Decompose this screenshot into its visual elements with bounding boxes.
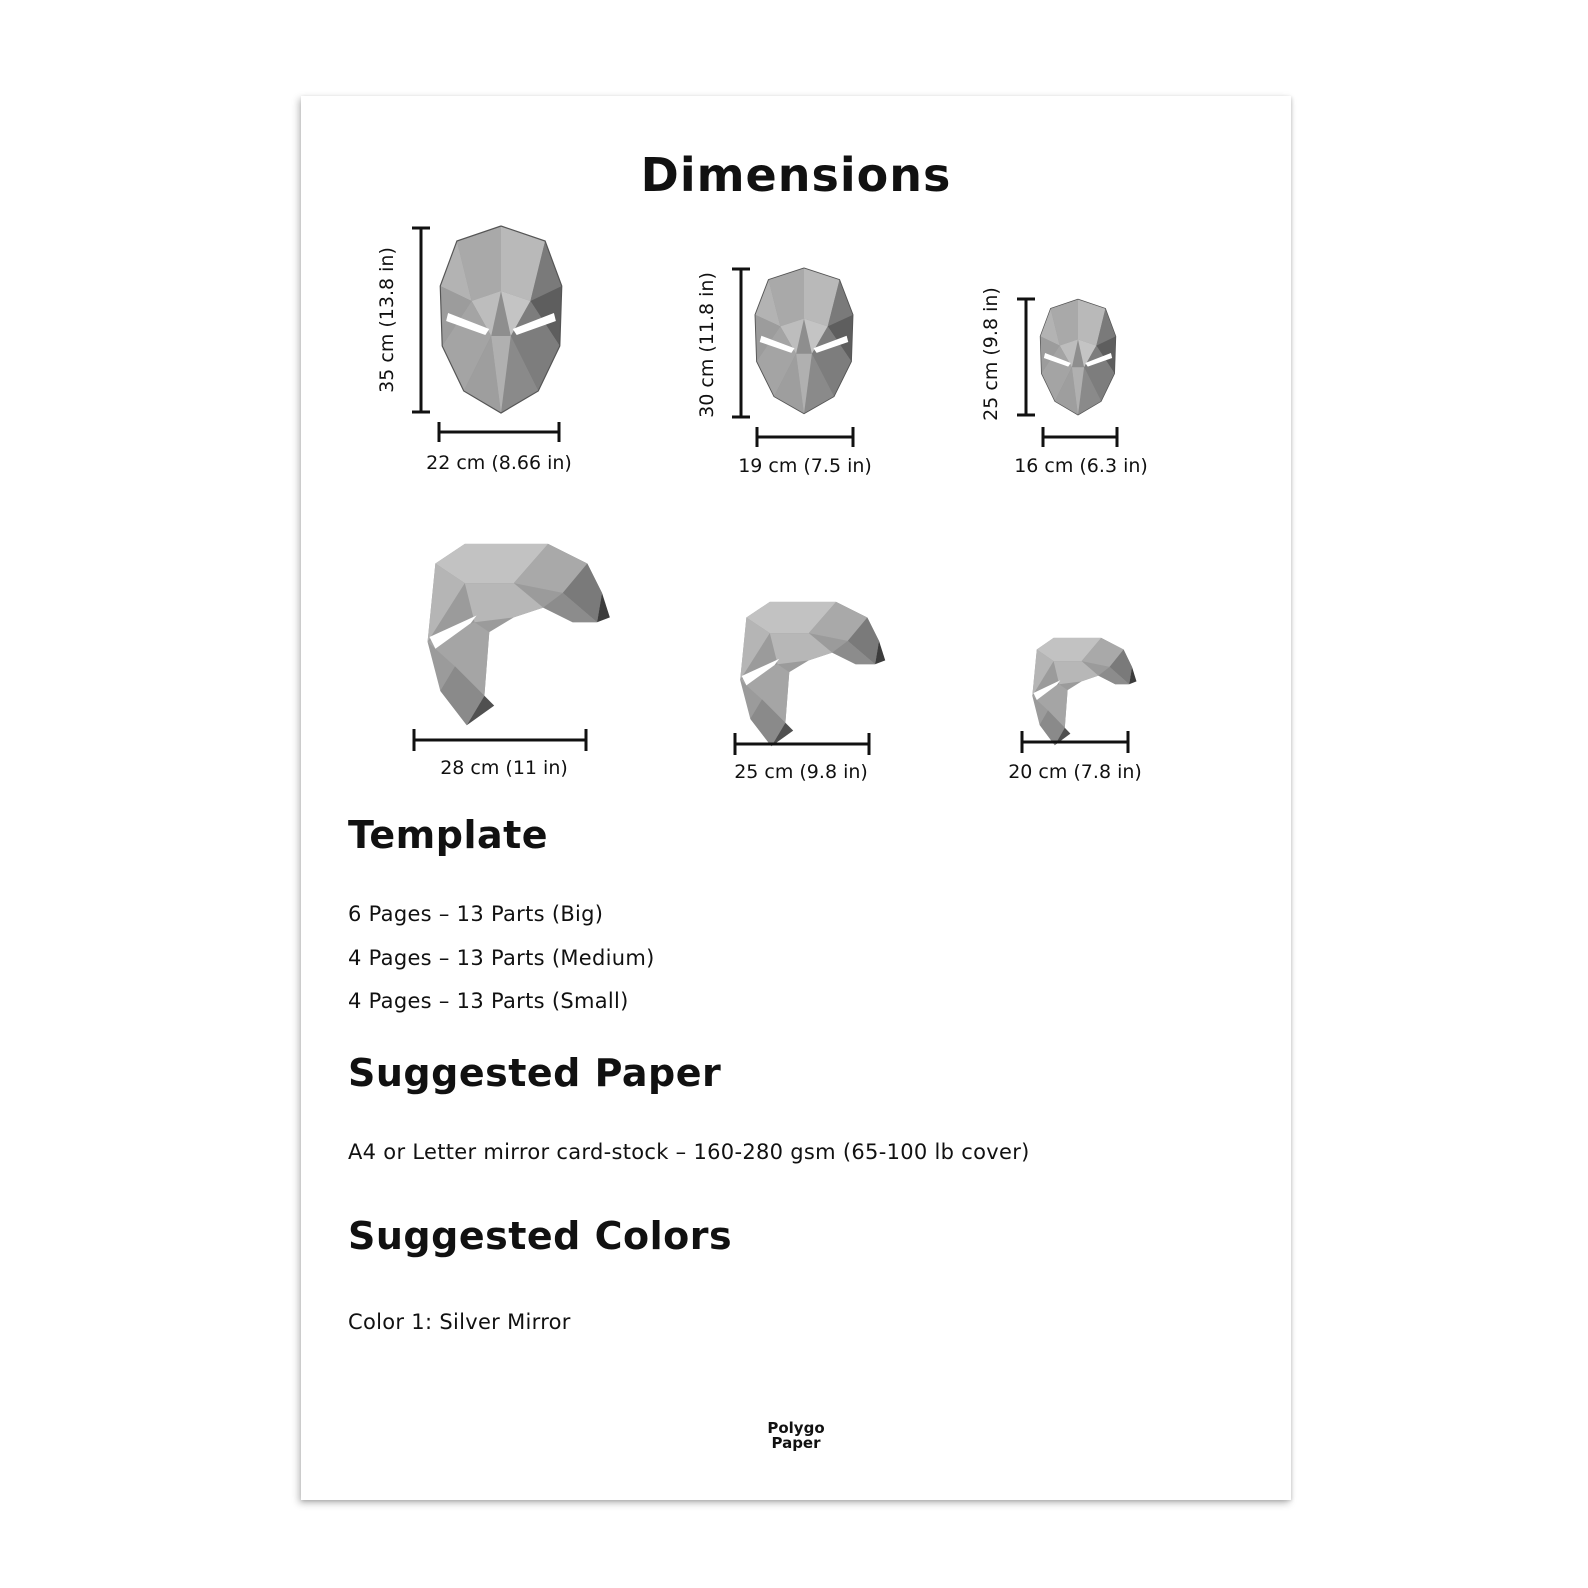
polygo-paper-logo: [741, 1421, 851, 1451]
template-heading: Template: [348, 813, 549, 857]
front-big-height-label: 35 cm (13.8 in): [376, 247, 398, 393]
side-mask-big: [414, 544, 610, 779]
template-line-medium: 4 Pages – 13 Parts (Medium): [348, 946, 655, 970]
side-big-width-label: 28 cm (11 in): [440, 757, 568, 779]
paper-heading: Suggested Paper: [348, 1051, 722, 1095]
paper-text: A4 or Letter mirror card-stock – 160-280 gsm (65-100 lb cover): [348, 1140, 1030, 1164]
logo-line-1: Polygo: [767, 1419, 825, 1437]
front-mask-big: [376, 226, 572, 474]
front-medium-width-label: 19 cm (7.5 in): [738, 455, 872, 477]
colors-heading: Suggested Colors: [348, 1214, 733, 1258]
front-small-height-label: 25 cm (9.8 in): [980, 287, 1002, 421]
front-mask-small: [980, 287, 1148, 477]
front-big-width-label: 22 cm (8.66 in): [426, 452, 572, 474]
page-title: Dimensions: [640, 148, 952, 202]
color-item-1: Color 1: Silver Mirror: [348, 1310, 571, 1334]
front-medium-height-label: 30 cm (11.8 in): [696, 272, 718, 418]
side-mask-medium: [734, 602, 885, 783]
side-mask-small: [1008, 638, 1142, 783]
template-line-big: 6 Pages – 13 Parts (Big): [348, 902, 604, 926]
dimensions-sheet: [301, 96, 1291, 1500]
front-mask-medium: [696, 268, 872, 477]
side-small-width-label: 20 cm (7.8 in): [1008, 761, 1142, 783]
side-medium-width-label: 25 cm (9.8 in): [734, 761, 868, 783]
front-small-width-label: 16 cm (6.3 in): [1014, 455, 1148, 477]
logo-line-2: Paper: [771, 1434, 821, 1452]
template-line-small: 4 Pages – 13 Parts (Small): [348, 989, 629, 1013]
mask-figures: [301, 96, 1291, 1500]
